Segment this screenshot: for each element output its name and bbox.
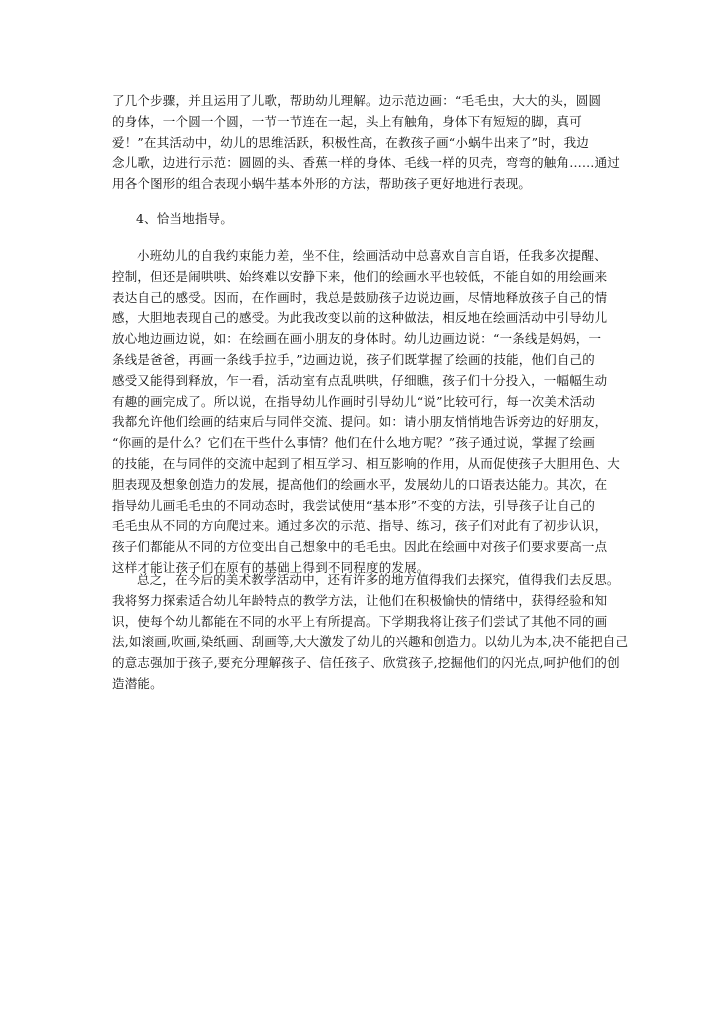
text-line: 我将努力探索适合幼儿年龄特点的教学方法，让他们在积极愉快的情绪中，获得经验和知 [112,592,608,608]
text-line: 我都允许他们绘画的结束后与同伴交流、提问。如：请小朋友悄悄地告诉旁边的好朋友， [112,414,608,430]
text-line: 小班幼儿的自我约束能力差，坐不住，绘画活动中总喜欢自言自语，任我多次提醒、 [137,248,607,263]
text-line: 有趣的画完成了。所以说，在指导幼儿作画时引导幼儿“说”比较可行，每一次美术活动 [112,393,596,409]
paragraph-guidance [112,246,621,579]
text-line: 表达自己的感受。因而，在作画时，我总是鼓励孩子边说边画，尽情地释放孩子自己的情 [112,289,608,305]
text-line: 感受又能得到释放，乍一看，活动室有点乱哄哄，仔细瞧，孩子们十分投入，一幅幅生动 [112,372,608,388]
text-line: 的意志强加于孩子,要充分理解孩子、信任孩子、欣赏孩子,挖掘他们的闪光点,呵护他们的创 [112,655,620,671]
paragraph-continued [112,91,621,195]
text-line: 念儿歌，边进行示范：圆圆的头、香蕉一样的身体、毛线一样的贝壳，弯弯的触角……通过 [112,155,621,171]
text-line: 总之，在今后的美术教学活动中，还有许多的地方值得我们去探究，值得我们去反思。 [137,572,620,587]
section-heading: 4、恰当地指导。 [136,211,234,226]
text-line: 这样才能让孩子们在原有的基础上得到不同程度的发展。 [112,559,430,575]
text-line: “你画的是什么？它们在干些什么事情？他们在什么地方呢？”孩子通过说，掌握了绘画 [112,435,596,451]
text-line: 毛毛虫从不同的方向爬过来。通过多次的示范、指导、练习，孩子们对此有了初步认识， [112,518,608,534]
text-line: 爱！”在其活动中，幼儿的思维活跃，积极性高，在教孩子画“小蜗牛出来了”时，我边 [112,134,589,150]
text-line: 控制，但还是闹哄哄、始终难以安静下来，他们的绘画水平也较低，不能自如的用绘画来 [112,268,608,284]
text-line: 感，大胆地表现自己的感受。为此我改变以前的这种做法，相反地在绘画活动中引导幼儿 [112,310,608,326]
text-line: 识，使每个幼儿都能在不同的水平上有所提高。下学期我将让孩子们尝试了其他不同的画 [112,613,608,629]
text-line: 用各个图形的组合表现小蜗牛基本外形的方法，帮助孩子更好地进行表现。 [112,176,532,192]
text-line: 放心地边画边说，如：在绘画在画小朋友的身体时。幼儿边画边说：“一条线是妈妈，一 [112,331,602,347]
text-line: 孩子们都能从不同的方位变出自己想象中的毛毛虫。因此在绘画中对孩子们要求要高一点 [112,539,608,555]
section-heading-block [136,209,636,230]
text-line: 了几个步骤，并且运用了儿歌，帮助幼儿理解。边示范边画：“毛毛虫，大大的头，圆圆 [112,93,602,108]
text-line: 造潜能。 [112,675,163,691]
text-line: 的技能，在与同伴的交流中起到了相互学习、相互影响的作用，从而促使孩子大胆用色、大 [112,455,621,471]
text-line: 法,如滚画,吹画,染纸画、刮画等,大大激发了幼儿的兴趣和创造力。以幼儿为本,决不能把自己 [112,634,629,650]
text-line: 指导幼儿画毛毛虫的不同动态时，我尝试使用“基本形”不变的方法，引导孩子让自己的 [112,497,596,513]
text-line: 的身体，一个圆一个圆，一节一节连在一起，头上有触角，身体下有短短的脚，真可 [112,113,582,129]
text-line: 条线是爸爸，再画一条线手拉手，”边画边说，孩子们既掌握了绘画的技能，他们自己的 [112,351,595,367]
paragraph-summary [112,570,629,695]
text-line: 胆表现及想象创造力的发展，提高他们的绘画水平，发展幼儿的口语表达能力。其次，在 [112,476,608,492]
